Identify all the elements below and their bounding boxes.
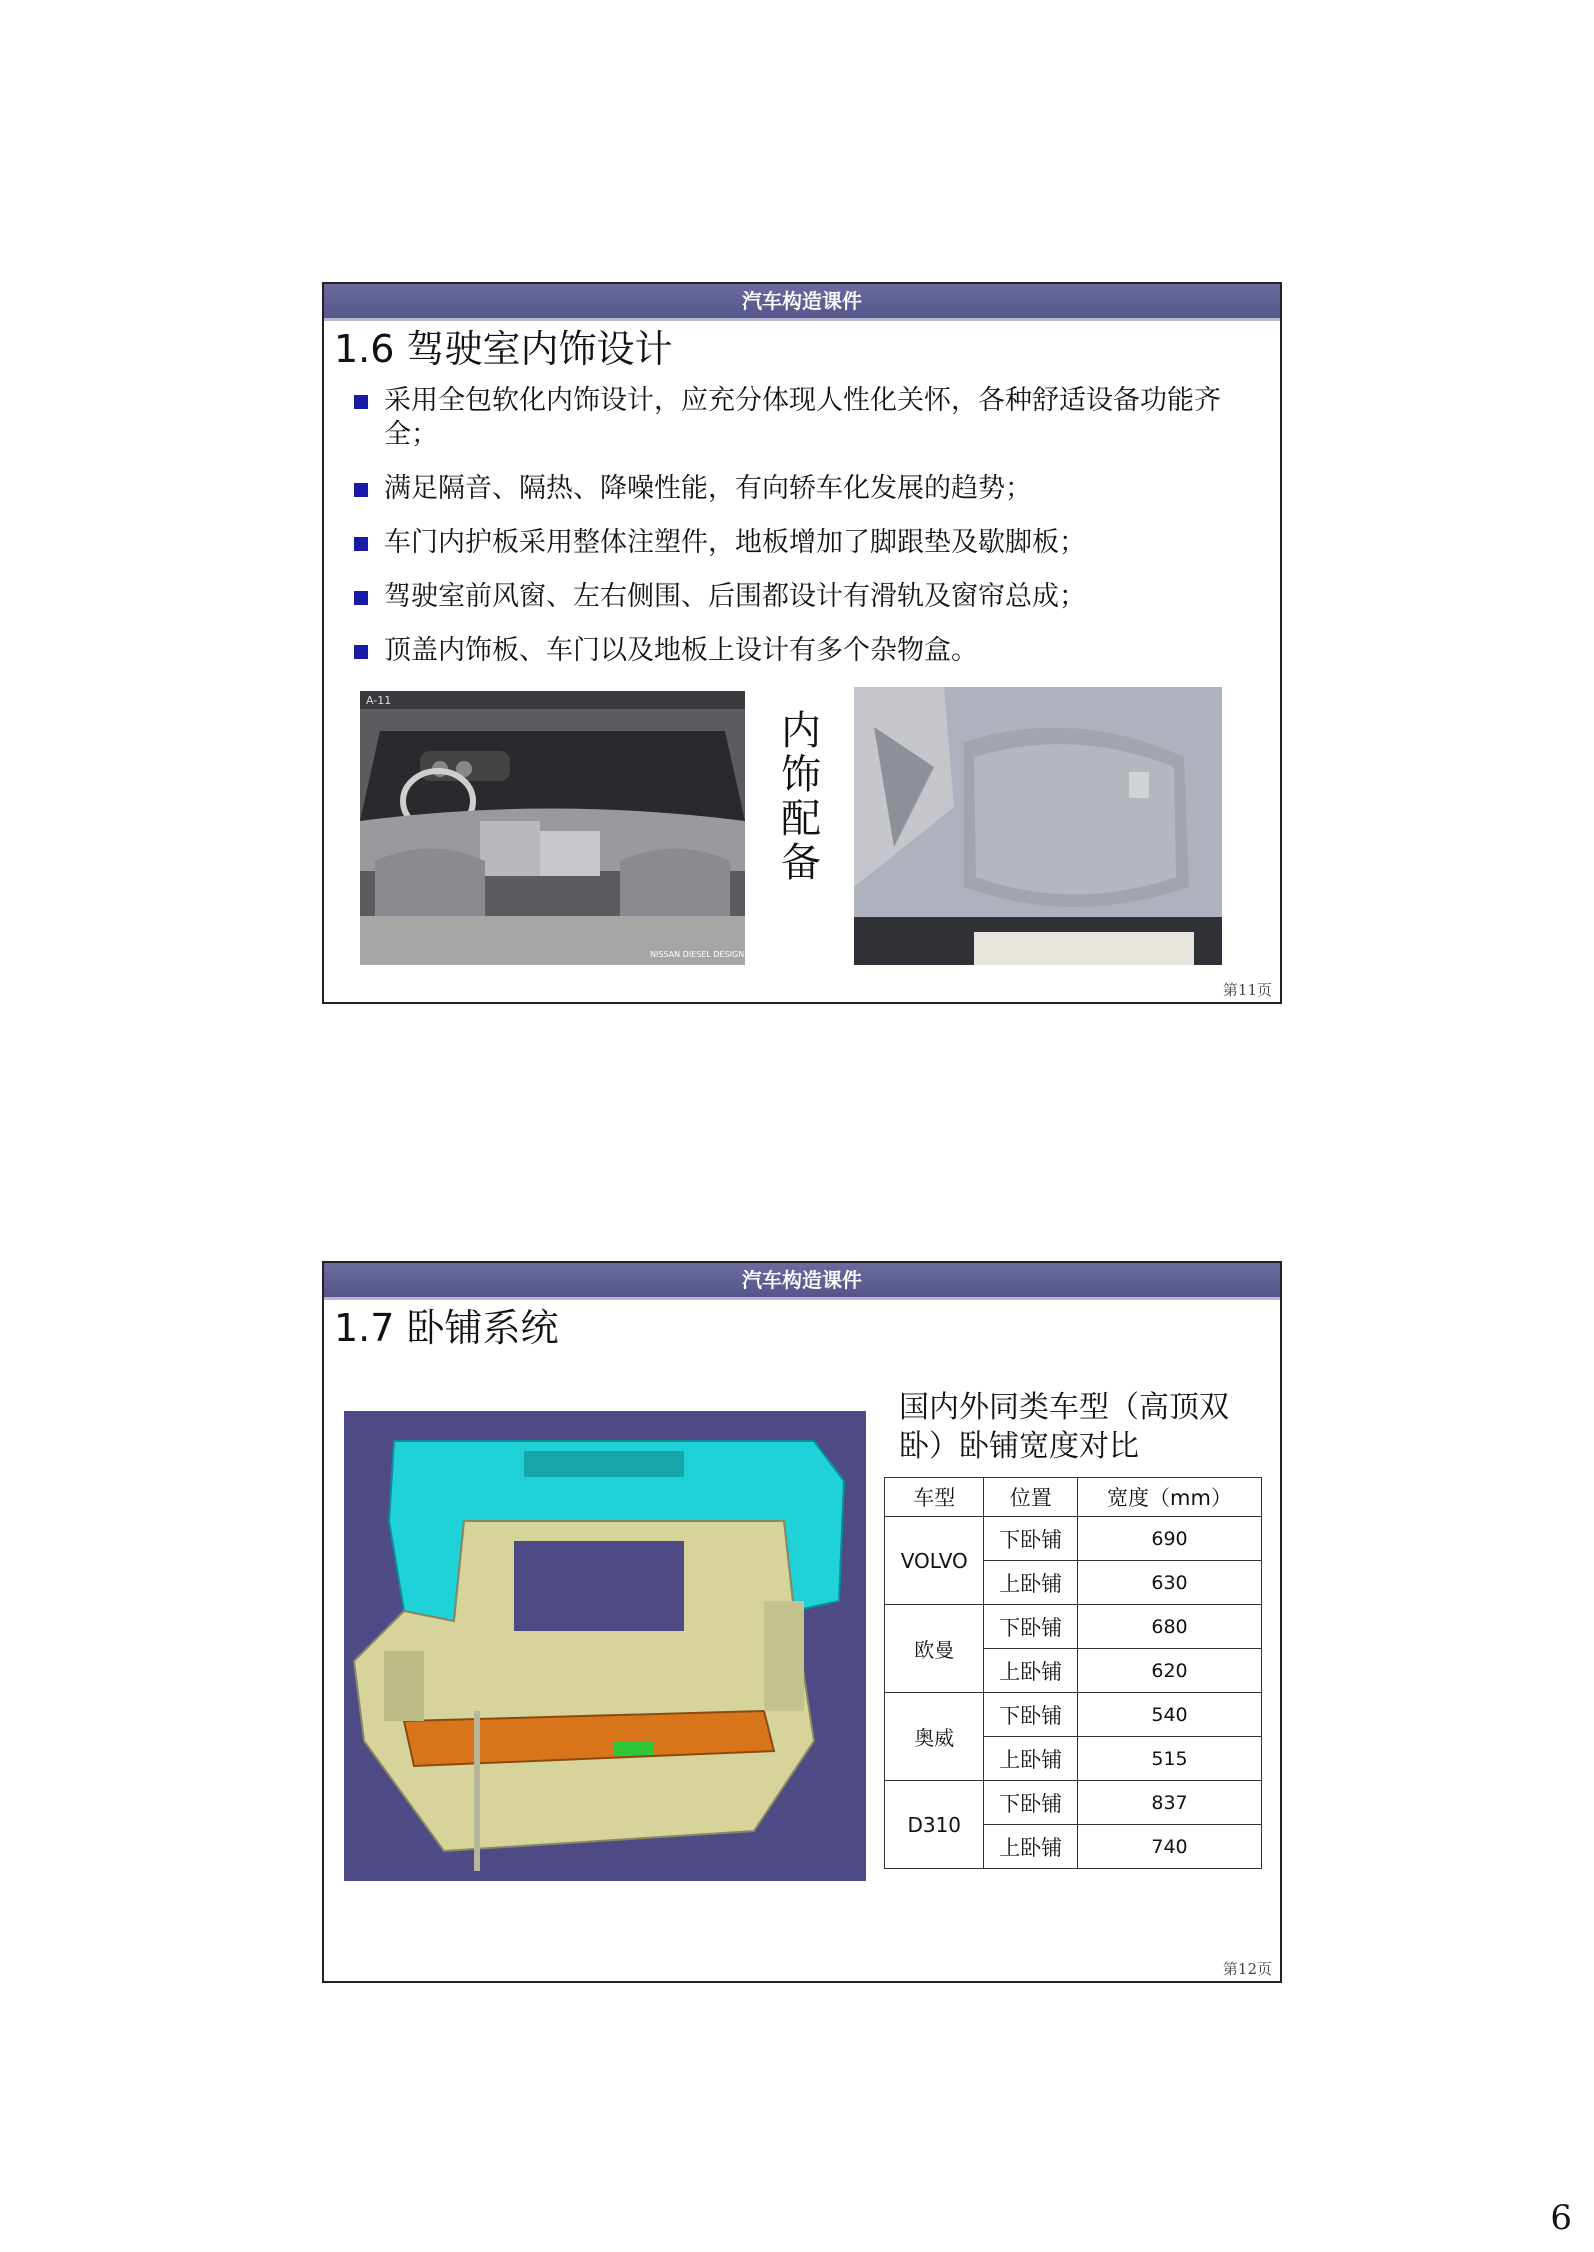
label-char: 配 [781, 796, 821, 842]
table-row [885, 1605, 1262, 1649]
dashboard-photo [360, 691, 745, 965]
slide-header: 汽车构造课件 [324, 1263, 1280, 1297]
bullet-text: 车门内护板采用整体注塑件，地板增加了脚跟垫及歇脚板； [384, 527, 1086, 558]
cell-width: 680 [1077, 1605, 1261, 1649]
cell-position: 上卧铺 [984, 1561, 1078, 1605]
bullet-item [354, 526, 1254, 560]
photo-brand: NISSAN DIESEL DESIGN [650, 950, 745, 959]
slide-title: 1.7 卧铺系统 [334, 1306, 559, 1350]
cell-model: D310 [885, 1781, 984, 1869]
slide-title: 1.6 驾驶室内饰设计 [334, 327, 673, 371]
bullet-square-icon [354, 591, 368, 605]
bullet-list [354, 384, 1254, 688]
slide-page-number: 第12页 [1222, 1960, 1272, 1978]
bullet-text: 驾驶室前风窗、左右侧围、后围都设计有滑轨及窗帘总成； [384, 581, 1086, 612]
overhead-storage-photo [854, 687, 1222, 965]
col-header-model: 车型 [885, 1478, 984, 1517]
cell-width: 740 [1077, 1825, 1261, 1869]
cell-position: 下卧铺 [984, 1781, 1078, 1825]
bullet-item [354, 580, 1254, 614]
table-header-row [885, 1478, 1262, 1517]
bullet-square-icon [354, 645, 368, 659]
col-header-position: 位置 [984, 1478, 1078, 1517]
photo-tag: A-11 [366, 694, 392, 707]
slide-header: 汽车构造课件 [324, 284, 1280, 318]
table-row [885, 1693, 1262, 1737]
bullet-text: 满足隔音、隔热、降噪性能，有向轿车化发展的趋势； [384, 473, 1032, 504]
cell-position: 下卧铺 [984, 1605, 1078, 1649]
table-caption: 国内外同类车型（高顶双卧）卧铺宽度对比 [899, 1390, 1229, 1464]
slide-interior-design [322, 282, 1282, 1004]
label-char: 备 [781, 840, 821, 886]
cell-width: 837 [1077, 1781, 1261, 1825]
cell-width: 620 [1077, 1649, 1261, 1693]
bullet-item [354, 472, 1254, 506]
cab-3d-model-image [344, 1411, 866, 1881]
cell-position: 上卧铺 [984, 1825, 1078, 1869]
table-row [885, 1781, 1262, 1825]
bullet-square-icon [354, 483, 368, 497]
bullet-square-icon [354, 537, 368, 551]
bullet-text: 顶盖内饰板、车门以及地板上设计有多个杂物盒。 [384, 635, 978, 666]
col-header-width: 宽度（mm） [1077, 1478, 1261, 1517]
cell-width: 540 [1077, 1693, 1261, 1737]
sleeper-width-table [884, 1477, 1262, 1869]
cell-width: 630 [1077, 1561, 1261, 1605]
table-row [885, 1517, 1262, 1561]
cell-position: 下卧铺 [984, 1517, 1078, 1561]
label-char: 内 [781, 708, 821, 754]
bullet-item [354, 634, 1254, 668]
cell-position: 上卧铺 [984, 1737, 1078, 1781]
bullet-text: 采用全包软化内饰设计，应充分体现人性化关怀，各种舒适设备功能齐全； [384, 385, 1221, 450]
interior-equipment-label [779, 709, 823, 885]
label-char: 饰 [781, 752, 821, 798]
cell-model: VOLVO [885, 1517, 984, 1605]
document-page-number: 6 [1550, 2198, 1572, 2238]
cell-position: 下卧铺 [984, 1693, 1078, 1737]
header-rule [324, 318, 1280, 321]
cell-model: 奥威 [885, 1693, 984, 1781]
cell-width: 515 [1077, 1737, 1261, 1781]
header-rule [324, 1297, 1280, 1300]
cell-position: 上卧铺 [984, 1649, 1078, 1693]
bullet-square-icon [354, 395, 368, 409]
slide-sleeper-system [322, 1261, 1282, 1983]
cell-width: 690 [1077, 1517, 1261, 1561]
slide-page-number: 第11页 [1222, 981, 1272, 999]
cell-model: 欧曼 [885, 1605, 984, 1693]
bullet-item [354, 384, 1254, 452]
